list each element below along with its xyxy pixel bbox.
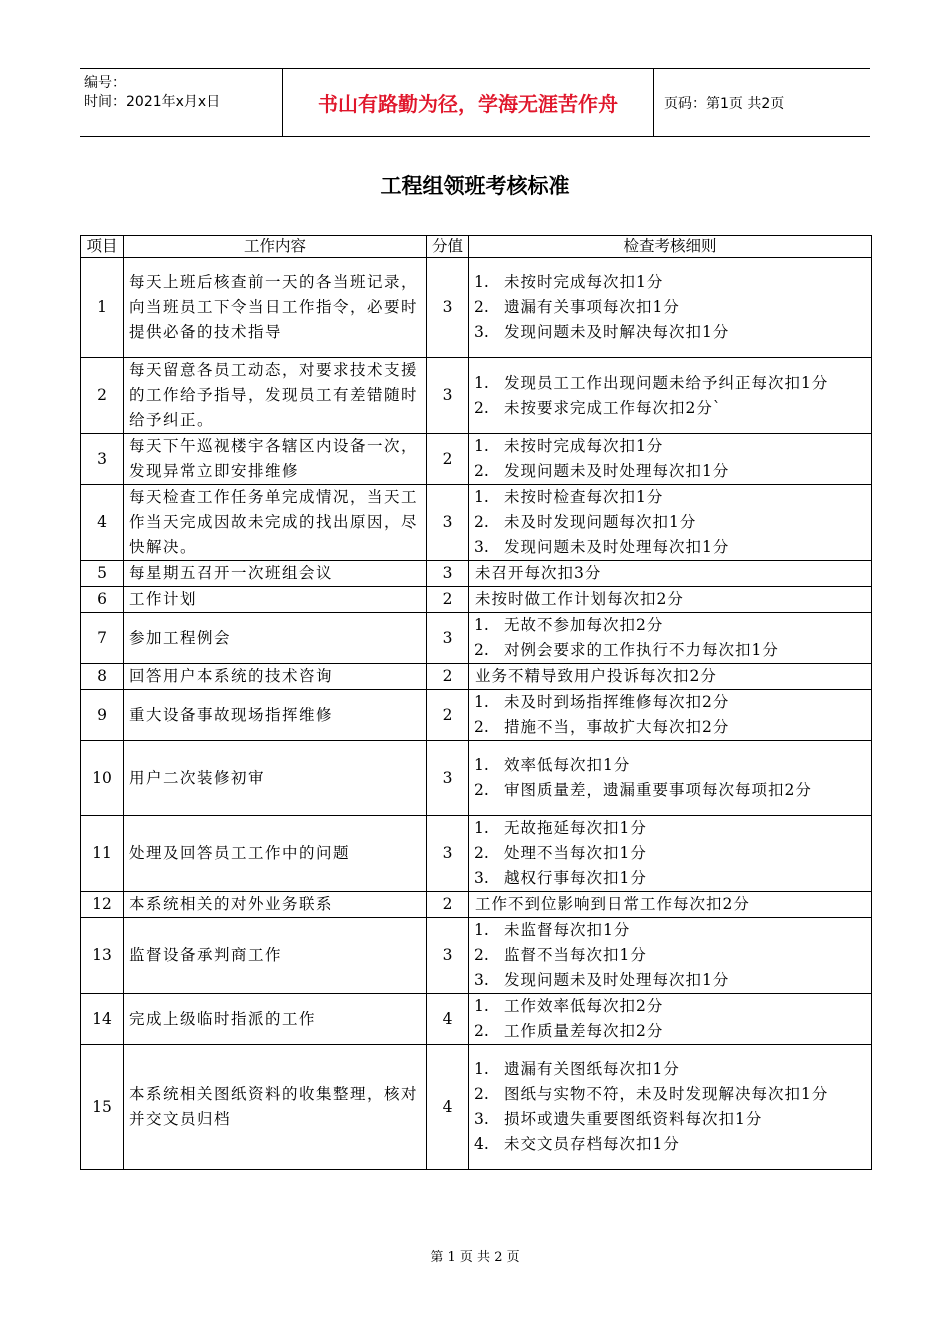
row-work-content: 重大设备事故现场指挥维修	[124, 690, 427, 741]
row-work-content: 处理及回答员工工作中的问题	[124, 816, 427, 892]
row-score: 3	[427, 258, 469, 358]
criteria-item	[469, 690, 871, 715]
table-row	[81, 561, 872, 587]
criteria-number: 2.	[474, 1085, 489, 1103]
criteria-item	[469, 434, 871, 459]
criteria-text: 效率低每次扣1分	[504, 756, 631, 774]
criteria-number: 3.	[474, 1110, 489, 1128]
criteria-number: 1.	[474, 756, 489, 774]
criteria-item	[469, 918, 871, 943]
criteria-item	[469, 270, 871, 295]
criteria-text: 无故拖延每次扣1分	[504, 819, 647, 837]
row-score: 2	[427, 587, 469, 613]
row-item-number: 12	[81, 892, 124, 918]
criteria-text: 工作效率低每次扣2分	[504, 997, 664, 1015]
criteria-item	[469, 320, 871, 345]
table-row	[81, 994, 872, 1045]
criteria-text: 损坏或遗失重要图纸资料每次扣1分	[504, 1110, 763, 1128]
table-row	[81, 434, 872, 485]
criteria-item	[469, 587, 871, 612]
row-item-number: 3	[81, 434, 124, 485]
criteria-number: 1.	[474, 437, 489, 455]
document-header	[80, 68, 870, 137]
criteria-number: 2.	[474, 298, 489, 316]
row-work-content: 本系统相关图纸资料的收集整理，核对并交文员归档	[124, 1045, 427, 1170]
criteria-number: 4.	[474, 1135, 489, 1153]
criteria-number: 1.	[474, 1060, 489, 1078]
criteria-item	[469, 943, 871, 968]
row-score: 3	[427, 561, 469, 587]
criteria-item	[469, 753, 871, 778]
criteria-item	[469, 1019, 871, 1044]
criteria-item	[469, 892, 871, 917]
criteria-text: 发现问题未及时处理每次扣1分	[504, 462, 730, 480]
criteria-item	[469, 295, 871, 320]
criteria-item	[469, 396, 871, 421]
document-date-label: 时间：2021年x月x日	[84, 94, 221, 110]
criteria-text: 措施不当，事故扩大每次扣2分	[504, 718, 730, 736]
table-row	[81, 485, 872, 561]
criteria-item	[469, 459, 871, 484]
criteria-text: 未召开每次扣3分	[475, 564, 602, 582]
criteria-number: 2.	[474, 398, 489, 417]
criteria-number: 3.	[474, 538, 489, 556]
criteria-text: 对例会要求的工作执行不力每次扣1分	[504, 641, 779, 659]
row-item-number: 7	[81, 613, 124, 664]
criteria-item	[469, 613, 871, 638]
row-item-number: 1	[81, 258, 124, 358]
criteria-text: 遗漏有关图纸每次扣1分	[504, 1060, 680, 1078]
criteria-number: 1.	[474, 273, 489, 291]
row-item-number: 9	[81, 690, 124, 741]
row-item-number: 14	[81, 994, 124, 1045]
header-meta	[80, 69, 282, 136]
criteria-item	[469, 561, 871, 586]
criteria-text: 未交文员存档每次扣1分	[504, 1135, 680, 1153]
row-work-content: 本系统相关的对外业务联系	[124, 892, 427, 918]
criteria-item	[469, 1057, 871, 1082]
row-criteria	[469, 994, 872, 1045]
criteria-item	[469, 638, 871, 663]
row-criteria	[469, 664, 872, 690]
row-work-content: 监督设备承判商工作	[124, 918, 427, 994]
header-motto: 书山有路勤为径，学海无涯苦作舟	[282, 69, 654, 136]
row-work-content: 工作计划	[124, 587, 427, 613]
criteria-text: 无故不参加每次扣2分	[504, 616, 664, 634]
row-score: 3	[427, 613, 469, 664]
criteria-text: 未按时完成每次扣1分	[504, 437, 664, 455]
row-criteria	[469, 741, 872, 816]
criteria-text: 审图质量差，遗漏重要事项每次每项扣2分	[504, 781, 812, 799]
criteria-text: 工作质量差每次扣2分	[504, 1022, 664, 1040]
row-criteria	[469, 587, 872, 613]
criteria-item	[469, 866, 871, 891]
row-criteria	[469, 892, 872, 918]
criteria-number: 1.	[474, 921, 489, 939]
page-footer: 第 1 页 共 2 页	[430, 1250, 520, 1265]
column-header-score: 分值	[427, 236, 469, 258]
criteria-item	[469, 841, 871, 866]
criteria-number: 2.	[474, 1022, 489, 1040]
row-item-number: 4	[81, 485, 124, 561]
criteria-item	[469, 715, 871, 740]
criteria-item	[469, 1107, 871, 1132]
row-item-number: 6	[81, 587, 124, 613]
row-work-content: 用户二次装修初审	[124, 741, 427, 816]
row-criteria	[469, 358, 872, 434]
criteria-item	[469, 510, 871, 535]
row-work-content: 完成上级临时指派的工作	[124, 994, 427, 1045]
criteria-number: 2.	[474, 946, 489, 964]
row-criteria	[469, 613, 872, 664]
row-criteria	[469, 434, 872, 485]
row-work-content: 回答用户本系统的技术咨询	[124, 664, 427, 690]
criteria-number: 1.	[474, 819, 489, 837]
table-row	[81, 613, 872, 664]
row-criteria	[469, 690, 872, 741]
column-header-item: 项目	[81, 236, 124, 258]
table-row	[81, 816, 872, 892]
row-work-content: 每天检查工作任务单完成情况，当天工作当天完成因故未完成的找出原因，尽快解决。	[124, 485, 427, 561]
row-score: 3	[427, 741, 469, 816]
criteria-number: 1.	[474, 616, 489, 634]
criteria-item	[469, 968, 871, 993]
row-work-content: 每星期五召开一次班组会议	[124, 561, 427, 587]
row-criteria	[469, 918, 872, 994]
row-item-number: 10	[81, 741, 124, 816]
criteria-text: 未按时完成每次扣1分	[504, 273, 664, 291]
criteria-text: 发现问题未及时解决每次扣1分	[504, 323, 730, 341]
page-title: 工程组领班考核标准	[380, 174, 570, 198]
criteria-number: 2.	[474, 718, 489, 736]
criteria-number: 3.	[474, 971, 489, 989]
document-number-label: 编号：	[84, 75, 126, 91]
table-row	[81, 690, 872, 741]
header-page-info: 页码：第1页 共2页	[664, 95, 785, 112]
criteria-item	[469, 816, 871, 841]
row-work-content: 参加工程例会	[124, 613, 427, 664]
row-score: 2	[427, 690, 469, 741]
table-row	[81, 664, 872, 690]
row-criteria	[469, 258, 872, 358]
criteria-text: 未按要求完成工作每次扣2分`	[504, 398, 722, 417]
row-score: 2	[427, 434, 469, 485]
criteria-item	[469, 485, 871, 510]
criteria-text: 发现问题未及时处理每次扣1分	[504, 538, 730, 556]
row-criteria	[469, 485, 872, 561]
criteria-number: 1.	[474, 488, 489, 506]
criteria-number: 2.	[474, 462, 489, 480]
table-row	[81, 587, 872, 613]
row-score: 3	[427, 358, 469, 434]
row-item-number: 15	[81, 1045, 124, 1170]
criteria-number: 2.	[474, 781, 489, 799]
table-row	[81, 741, 872, 816]
table-row	[81, 1045, 872, 1170]
criteria-number: 2.	[474, 513, 489, 531]
criteria-item	[469, 994, 871, 1019]
row-criteria	[469, 816, 872, 892]
row-criteria	[469, 561, 872, 587]
criteria-number: 1.	[474, 997, 489, 1015]
criteria-text: 业务不精导致用户投诉每次扣2分	[475, 667, 717, 685]
row-score: 3	[427, 816, 469, 892]
criteria-text: 图纸与实物不符，未及时发现解决每次扣1分	[504, 1085, 829, 1103]
row-item-number: 5	[81, 561, 124, 587]
table-header-row	[81, 236, 872, 258]
criteria-text: 未及时发现问题每次扣1分	[504, 513, 697, 531]
criteria-item	[469, 371, 871, 396]
row-score: 4	[427, 994, 469, 1045]
criteria-text: 处理不当每次扣1分	[504, 844, 647, 862]
criteria-text: 发现员工工作出现问题未给予纠正每次扣1分	[504, 373, 829, 392]
table-row	[81, 358, 872, 434]
criteria-number: 2.	[474, 641, 489, 659]
row-score: 4	[427, 1045, 469, 1170]
row-score: 3	[427, 485, 469, 561]
criteria-number: 3.	[474, 869, 489, 887]
criteria-number: 1.	[474, 693, 489, 711]
row-work-content: 每天上班后核查前一天的各当班记录，向当班员工下令当日工作指令，必要时提供必备的技术指导	[124, 258, 427, 358]
criteria-text: 未按时检查每次扣1分	[504, 488, 664, 506]
row-score: 3	[427, 918, 469, 994]
row-criteria	[469, 1045, 872, 1170]
criteria-item	[469, 778, 871, 803]
row-score: 2	[427, 892, 469, 918]
criteria-number: 1.	[474, 373, 489, 392]
criteria-text: 监督不当每次扣1分	[504, 946, 647, 964]
assessment-table	[80, 235, 872, 1170]
criteria-text: 未监督每次扣1分	[504, 921, 631, 939]
row-item-number: 11	[81, 816, 124, 892]
criteria-item	[469, 1082, 871, 1107]
row-item-number: 8	[81, 664, 124, 690]
criteria-number: 2.	[474, 844, 489, 862]
criteria-item	[469, 535, 871, 560]
row-item-number: 13	[81, 918, 124, 994]
row-work-content: 每天留意各员工动态，对要求技术支援的工作给予指导，发现员工有差错随时给予纠正。	[124, 358, 427, 434]
criteria-item	[469, 664, 871, 689]
criteria-text: 工作不到位影响到日常工作每次扣2分	[475, 895, 750, 913]
row-work-content: 每天下午巡视楼宇各辖区内设备一次，发现异常立即安排维修	[124, 434, 427, 485]
column-header-criteria: 检查考核细则	[469, 236, 872, 258]
criteria-text: 遗漏有关事项每次扣1分	[504, 298, 680, 316]
table-row	[81, 918, 872, 994]
table-row	[81, 258, 872, 358]
criteria-text: 未按时做工作计划每次扣2分	[475, 590, 684, 608]
row-score: 2	[427, 664, 469, 690]
criteria-number: 3.	[474, 323, 489, 341]
criteria-text: 未及时到场指挥维修每次扣2分	[504, 693, 730, 711]
row-item-number: 2	[81, 358, 124, 434]
criteria-item	[469, 1132, 871, 1157]
column-header-content: 工作内容	[124, 236, 427, 258]
criteria-text: 发现问题未及时处理每次扣1分	[504, 971, 730, 989]
criteria-text: 越权行事每次扣1分	[504, 869, 647, 887]
table-row	[81, 892, 872, 918]
